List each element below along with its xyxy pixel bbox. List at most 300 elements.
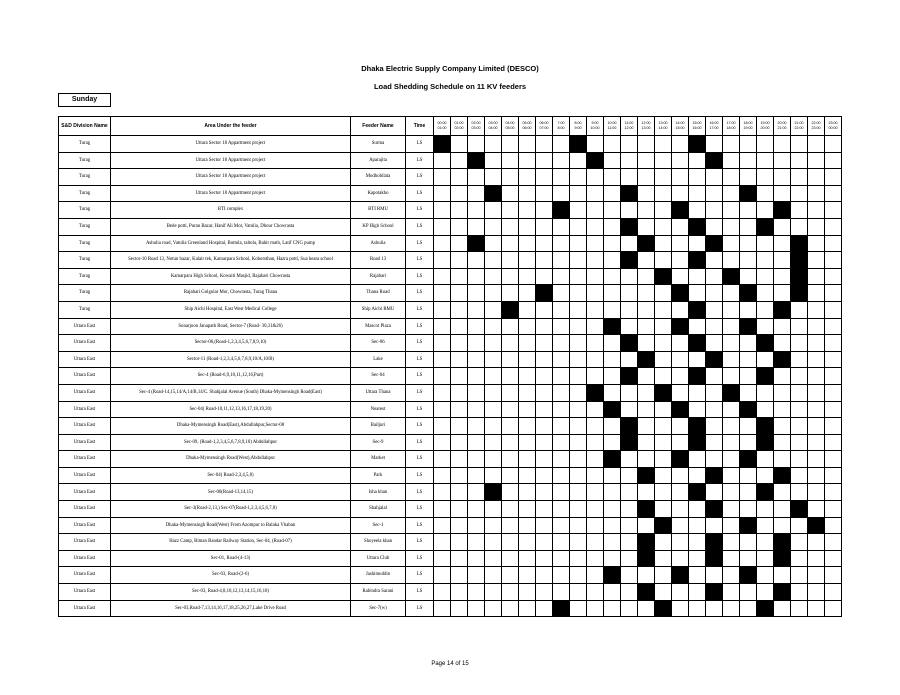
shedding-slot-empty — [757, 384, 774, 401]
shedding-slot-empty — [587, 252, 604, 269]
table-row — [59, 368, 842, 385]
shedding-slot-empty — [485, 501, 502, 518]
shedding-slot-filled — [672, 318, 689, 335]
shedding-slot-empty — [689, 152, 706, 169]
shedding-slot-empty — [451, 418, 468, 435]
shedding-slot-empty — [451, 252, 468, 269]
shedding-slot-empty — [570, 534, 587, 551]
shedding-slot-empty — [672, 467, 689, 484]
shedding-slot-empty — [774, 484, 791, 501]
hour-start: 03:00 — [488, 121, 498, 125]
shedding-slot-empty — [587, 600, 604, 617]
shedding-slot-empty — [604, 534, 621, 551]
shedding-slot-filled — [774, 351, 791, 368]
shedding-slot-empty — [689, 384, 706, 401]
shedding-slot-filled — [774, 301, 791, 318]
shedding-slot-empty — [451, 185, 468, 202]
shedding-slot-empty — [757, 451, 774, 468]
shedding-slot-empty — [519, 384, 536, 401]
shedding-slot-empty — [774, 517, 791, 534]
shedding-slot-empty — [570, 335, 587, 352]
shedding-slot-empty — [621, 268, 638, 285]
shedding-slot-empty — [638, 484, 655, 501]
shedding-slot-empty — [740, 202, 757, 219]
shedding-slot-empty — [468, 136, 485, 153]
shedding-slot-empty — [587, 484, 604, 501]
shedding-slot-empty — [655, 252, 672, 269]
shedding-slot-empty — [519, 252, 536, 269]
shedding-slot-empty — [468, 467, 485, 484]
shedding-slot-empty — [451, 550, 468, 567]
shedding-slot-empty — [434, 152, 451, 169]
division-cell: Uttara East — [59, 384, 111, 401]
shedding-slot-empty — [468, 484, 485, 501]
shedding-slot-empty — [825, 534, 842, 551]
shedding-slot-filled — [553, 600, 570, 617]
shedding-slot-empty — [434, 567, 451, 584]
division-cell: Uttara East — [59, 351, 111, 368]
shedding-slot-empty — [689, 285, 706, 302]
shedding-slot-empty — [706, 318, 723, 335]
schedule-body — [59, 136, 842, 617]
shedding-slot-empty — [723, 202, 740, 219]
shedding-slot-empty — [672, 517, 689, 534]
shedding-slot-empty — [485, 418, 502, 435]
hour-end: 01:00 — [437, 126, 447, 130]
shedding-slot-empty — [672, 501, 689, 518]
shedding-slot-empty — [587, 185, 604, 202]
feeder-cell: Park — [351, 467, 406, 484]
shedding-slot-empty — [638, 136, 655, 153]
division-cell: Turag — [59, 235, 111, 252]
shedding-slot-empty — [485, 268, 502, 285]
shedding-slot-empty — [723, 550, 740, 567]
shedding-slot-empty — [502, 600, 519, 617]
shedding-slot-empty — [791, 351, 808, 368]
area-cell: Bede potti, Puran Bazar, Hanif Ali Mor, Vatulia, Dhour Chowrasta — [111, 218, 351, 235]
shedding-slot-empty — [553, 185, 570, 202]
time-cell: LS — [406, 351, 434, 368]
shedding-slot-empty — [587, 501, 604, 518]
shedding-slot-empty — [434, 550, 451, 567]
shedding-slot-empty — [536, 567, 553, 584]
shedding-slot-empty — [570, 268, 587, 285]
shedding-slot-empty — [791, 368, 808, 385]
shedding-slot-empty — [468, 517, 485, 534]
shedding-slot-empty — [825, 169, 842, 186]
shedding-slot-empty — [519, 567, 536, 584]
shedding-slot-empty — [706, 368, 723, 385]
shedding-slot-empty — [519, 218, 536, 235]
time-cell: LS — [406, 368, 434, 385]
shedding-slot-empty — [774, 401, 791, 418]
hour-header — [587, 117, 604, 136]
shedding-slot-empty — [706, 484, 723, 501]
shedding-slot-empty — [519, 584, 536, 601]
shedding-slot-empty — [604, 185, 621, 202]
shedding-slot-empty — [485, 351, 502, 368]
shedding-slot-empty — [553, 252, 570, 269]
shedding-slot-empty — [519, 351, 536, 368]
shedding-slot-empty — [434, 252, 451, 269]
shedding-slot-empty — [570, 384, 587, 401]
shedding-slot-empty — [757, 318, 774, 335]
hour-end: 06:00 — [522, 126, 532, 130]
time-cell: LS — [406, 268, 434, 285]
feeder-cell: Uttara Club — [351, 550, 406, 567]
shedding-slot-empty — [536, 584, 553, 601]
hour-header — [655, 117, 672, 136]
time-cell: LS — [406, 484, 434, 501]
shedding-slot-empty — [638, 401, 655, 418]
shedding-slot-empty — [502, 567, 519, 584]
table-row — [59, 169, 842, 186]
shedding-slot-empty — [468, 169, 485, 186]
time-cell: LS — [406, 600, 434, 617]
feeder-cell: Jashimuddin — [351, 567, 406, 584]
shedding-slot-empty — [451, 401, 468, 418]
schedule-table — [58, 116, 842, 617]
shedding-slot-empty — [451, 384, 468, 401]
shedding-slot-empty — [757, 534, 774, 551]
shedding-slot-empty — [604, 517, 621, 534]
shedding-slot-empty — [434, 451, 451, 468]
shedding-slot-empty — [740, 268, 757, 285]
table-row — [59, 268, 842, 285]
shedding-slot-filled — [621, 368, 638, 385]
shedding-slot-empty — [570, 484, 587, 501]
shedding-slot-empty — [672, 136, 689, 153]
feeder-cell: Sec-9 — [351, 434, 406, 451]
header-time: Time — [406, 117, 434, 136]
shedding-slot-empty — [689, 169, 706, 186]
table-row — [59, 185, 842, 202]
shedding-slot-empty — [536, 467, 553, 484]
shedding-slot-empty — [706, 136, 723, 153]
shedding-slot-empty — [774, 285, 791, 302]
shedding-slot-empty — [502, 584, 519, 601]
shedding-slot-empty — [825, 351, 842, 368]
shedding-slot-empty — [723, 301, 740, 318]
shedding-slot-empty — [519, 418, 536, 435]
shedding-slot-empty — [621, 584, 638, 601]
time-cell: LS — [406, 501, 434, 518]
shedding-slot-empty — [825, 501, 842, 518]
time-cell: LS — [406, 418, 434, 435]
area-cell: Sec-04( Road-2,3,4,5,8) — [111, 467, 351, 484]
shedding-slot-empty — [825, 218, 842, 235]
shedding-slot-empty — [689, 534, 706, 551]
shedding-slot-filled — [689, 252, 706, 269]
shedding-slot-filled — [791, 285, 808, 302]
shedding-slot-empty — [655, 136, 672, 153]
shedding-slot-filled — [774, 534, 791, 551]
shedding-slot-empty — [621, 351, 638, 368]
shedding-slot-empty — [672, 484, 689, 501]
shedding-slot-filled — [757, 335, 774, 352]
table-row — [59, 517, 842, 534]
shedding-slot-empty — [536, 335, 553, 352]
shedding-slot-empty — [672, 368, 689, 385]
feeder-cell: Modhobilata — [351, 169, 406, 186]
shedding-slot-empty — [536, 218, 553, 235]
shedding-slot-empty — [536, 434, 553, 451]
feeder-cell: Ship Aichi RMU — [351, 301, 406, 318]
shedding-slot-filled — [706, 351, 723, 368]
shedding-slot-empty — [774, 136, 791, 153]
shedding-slot-empty — [638, 218, 655, 235]
shedding-slot-empty — [587, 584, 604, 601]
shedding-slot-empty — [825, 484, 842, 501]
shedding-slot-empty — [587, 351, 604, 368]
shedding-slot-empty — [808, 484, 825, 501]
shedding-slot-empty — [451, 534, 468, 551]
shedding-slot-empty — [451, 218, 468, 235]
shedding-slot-empty — [468, 368, 485, 385]
feeder-cell: Bailjuri — [351, 418, 406, 435]
shedding-slot-empty — [451, 301, 468, 318]
shedding-slot-empty — [757, 501, 774, 518]
shedding-slot-empty — [502, 368, 519, 385]
shedding-slot-empty — [502, 451, 519, 468]
table-row — [59, 501, 842, 518]
shedding-slot-empty — [587, 517, 604, 534]
shedding-slot-empty — [434, 301, 451, 318]
shedding-slot-empty — [621, 136, 638, 153]
shedding-slot-empty — [791, 401, 808, 418]
hour-end: 00:00 — [828, 126, 838, 130]
shedding-slot-empty — [757, 185, 774, 202]
shedding-slot-filled — [570, 136, 587, 153]
shedding-slot-empty — [672, 384, 689, 401]
shedding-slot-empty — [519, 600, 536, 617]
shedding-slot-empty — [638, 567, 655, 584]
time-cell: LS — [406, 285, 434, 302]
shedding-slot-filled — [672, 451, 689, 468]
shedding-slot-empty — [587, 235, 604, 252]
shedding-slot-empty — [604, 202, 621, 219]
shedding-slot-empty — [604, 169, 621, 186]
shedding-slot-empty — [621, 600, 638, 617]
division-cell: Uttara East — [59, 335, 111, 352]
shedding-slot-empty — [604, 301, 621, 318]
shedding-slot-empty — [808, 600, 825, 617]
division-cell: Turag — [59, 185, 111, 202]
shedding-slot-filled — [621, 434, 638, 451]
shedding-slot-empty — [689, 584, 706, 601]
shedding-slot-empty — [638, 418, 655, 435]
shedding-slot-empty — [485, 600, 502, 617]
division-cell: Uttara East — [59, 467, 111, 484]
hour-start: 20:00 — [777, 121, 787, 125]
shedding-slot-empty — [621, 169, 638, 186]
shedding-slot-empty — [706, 600, 723, 617]
shedding-slot-empty — [808, 567, 825, 584]
shedding-slot-empty — [638, 285, 655, 302]
table-row — [59, 550, 842, 567]
shedding-slot-empty — [757, 152, 774, 169]
shedding-slot-empty — [502, 550, 519, 567]
shedding-slot-filled — [757, 218, 774, 235]
shedding-slot-empty — [570, 185, 587, 202]
division-cell: Uttara East — [59, 567, 111, 584]
shedding-slot-empty — [672, 235, 689, 252]
time-cell: LS — [406, 401, 434, 418]
shedding-slot-filled — [689, 484, 706, 501]
shedding-slot-empty — [604, 418, 621, 435]
shedding-slot-empty — [485, 136, 502, 153]
table-row — [59, 600, 842, 617]
shedding-slot-empty — [468, 202, 485, 219]
shedding-slot-empty — [604, 434, 621, 451]
shedding-slot-empty — [740, 384, 757, 401]
shedding-slot-filled — [723, 268, 740, 285]
shedding-slot-empty — [587, 550, 604, 567]
division-cell: Uttara East — [59, 484, 111, 501]
shedding-slot-filled — [757, 484, 774, 501]
shedding-slot-empty — [553, 550, 570, 567]
feeder-cell: BTI RMU — [351, 202, 406, 219]
shedding-slot-empty — [689, 351, 706, 368]
shedding-slot-filled — [774, 467, 791, 484]
shedding-slot-filled — [638, 501, 655, 518]
hour-end: 10:00 — [590, 126, 600, 130]
shedding-slot-empty — [434, 418, 451, 435]
time-cell: LS — [406, 467, 434, 484]
shedding-slot-empty — [655, 368, 672, 385]
shedding-slot-empty — [706, 185, 723, 202]
shedding-slot-empty — [638, 600, 655, 617]
shedding-slot-empty — [536, 152, 553, 169]
shedding-slot-empty — [621, 384, 638, 401]
shedding-slot-empty — [451, 202, 468, 219]
shedding-slot-empty — [791, 202, 808, 219]
time-cell: LS — [406, 252, 434, 269]
shedding-slot-empty — [808, 501, 825, 518]
shedding-slot-empty — [519, 434, 536, 451]
shedding-slot-empty — [434, 185, 451, 202]
feeder-cell: Shahjalal — [351, 501, 406, 518]
shedding-slot-filled — [774, 584, 791, 601]
shedding-slot-empty — [621, 152, 638, 169]
shedding-slot-empty — [723, 252, 740, 269]
hour-end: 16:00 — [692, 126, 702, 130]
shedding-slot-empty — [570, 567, 587, 584]
shedding-slot-empty — [638, 318, 655, 335]
shedding-slot-empty — [740, 152, 757, 169]
table-row — [59, 484, 842, 501]
shedding-slot-empty — [706, 434, 723, 451]
shedding-slot-empty — [468, 451, 485, 468]
shedding-slot-empty — [808, 235, 825, 252]
shedding-slot-empty — [434, 202, 451, 219]
feeder-cell: Sec-06 — [351, 335, 406, 352]
division-cell: Uttara East — [59, 550, 111, 567]
shedding-slot-filled — [808, 517, 825, 534]
shedding-slot-empty — [791, 218, 808, 235]
shedding-slot-empty — [689, 517, 706, 534]
shedding-slot-empty — [570, 401, 587, 418]
shedding-slot-empty — [485, 401, 502, 418]
shedding-slot-empty — [774, 600, 791, 617]
hour-end: 05:00 — [505, 126, 515, 130]
area-cell: Sector-11 (Road-1,2,3,4,5,6,7,8,9,10/A,10/B) — [111, 351, 351, 368]
shedding-slot-empty — [434, 584, 451, 601]
shedding-slot-empty — [621, 301, 638, 318]
shedding-slot-empty — [808, 301, 825, 318]
area-cell: Dhaka-Mymensingh Road(East),Abdullahpur,Sector-08 — [111, 418, 351, 435]
shedding-slot-empty — [655, 351, 672, 368]
shedding-slot-empty — [553, 567, 570, 584]
division-cell: Turag — [59, 136, 111, 153]
hour-header — [825, 117, 842, 136]
shedding-slot-empty — [774, 218, 791, 235]
shedding-slot-empty — [740, 434, 757, 451]
shedding-slot-empty — [723, 235, 740, 252]
shedding-slot-empty — [519, 185, 536, 202]
shedding-slot-empty — [468, 285, 485, 302]
shedding-slot-empty — [485, 368, 502, 385]
shedding-slot-empty — [434, 285, 451, 302]
shedding-slot-empty — [689, 185, 706, 202]
shedding-slot-empty — [468, 268, 485, 285]
shedding-slot-empty — [451, 351, 468, 368]
shedding-slot-empty — [621, 467, 638, 484]
shedding-slot-empty — [672, 418, 689, 435]
feeder-cell: Rajabari — [351, 268, 406, 285]
shedding-slot-empty — [587, 318, 604, 335]
shedding-slot-empty — [553, 584, 570, 601]
division-cell: Turag — [59, 268, 111, 285]
shedding-slot-empty — [689, 401, 706, 418]
hour-start: 9:00 — [591, 121, 599, 125]
shedding-slot-empty — [536, 517, 553, 534]
shedding-slot-empty — [638, 368, 655, 385]
shedding-slot-empty — [468, 218, 485, 235]
shedding-slot-empty — [638, 185, 655, 202]
header-division: S&D Division Name — [59, 117, 111, 136]
shedding-slot-empty — [723, 567, 740, 584]
shedding-slot-empty — [621, 285, 638, 302]
hour-header — [485, 117, 502, 136]
hour-header — [808, 117, 825, 136]
shedding-slot-filled — [655, 384, 672, 401]
shedding-slot-filled — [638, 467, 655, 484]
shedding-slot-empty — [536, 252, 553, 269]
hour-header — [502, 117, 519, 136]
shedding-slot-empty — [536, 418, 553, 435]
shedding-slot-filled — [672, 401, 689, 418]
shedding-slot-filled — [655, 517, 672, 534]
feeder-cell: Ashulia — [351, 235, 406, 252]
time-cell: LS — [406, 434, 434, 451]
shedding-slot-empty — [587, 202, 604, 219]
shedding-slot-filled — [604, 318, 621, 335]
shedding-slot-empty — [757, 268, 774, 285]
shedding-slot-empty — [757, 517, 774, 534]
shedding-slot-filled — [689, 301, 706, 318]
shedding-slot-empty — [502, 384, 519, 401]
shedding-slot-empty — [689, 600, 706, 617]
shedding-slot-empty — [689, 268, 706, 285]
shedding-slot-empty — [621, 318, 638, 335]
shedding-slot-empty — [621, 202, 638, 219]
shedding-slot-empty — [791, 152, 808, 169]
shedding-slot-empty — [502, 501, 519, 518]
shedding-slot-empty — [604, 368, 621, 385]
hour-end: 22:00 — [794, 126, 804, 130]
shedding-slot-empty — [808, 368, 825, 385]
